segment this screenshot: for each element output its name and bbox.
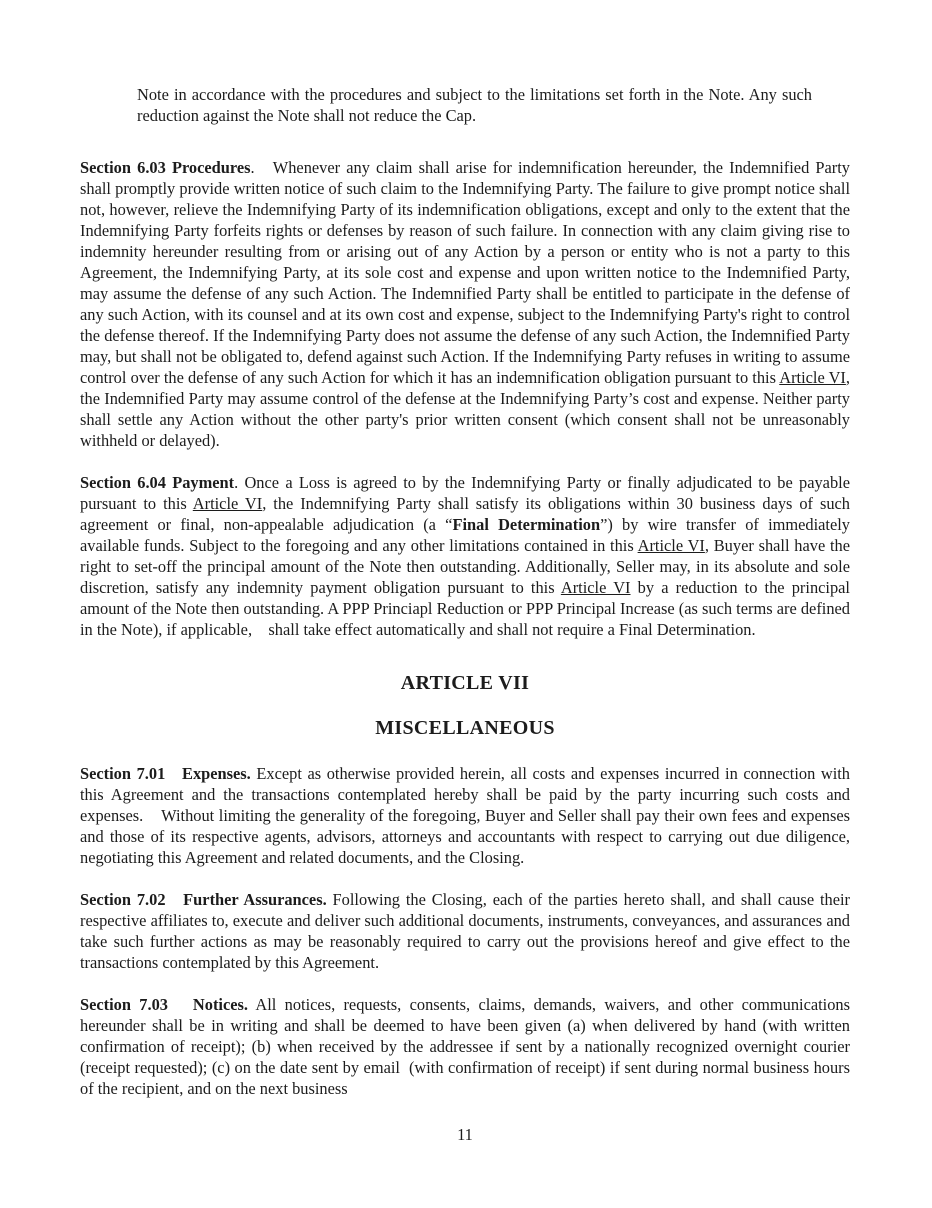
section-heading-6-04: Section 6.04 Payment [80,473,235,492]
article-vii-heading: ARTICLE VII [400,672,530,694]
section-heading-6-03: Section 6.03 Procedures [80,158,251,177]
paragraph-section-7-02-further-assurances [80,889,850,973]
text-run: . Once a Loss is agreed to by the Indemnifying Party or finally adjudicated to be payable pursuant to this [80,473,850,513]
article-vi-reference: Article VI [560,578,631,597]
article-vi-reference: Article VI [779,368,846,387]
text-run: Except as otherwise provided herein, all costs and expenses incurred in connection with this Agreement and the transactions contemplated hereby shall be paid by the party incurring such costs and expenses. Without limiting the generality of the foregoing, Buyer and Seller shall pay their own fees and expenses and those of its respective agents, advisors, attorneys and accountants with respect to carrying out due diligence, negotiating this Agreement and related documents, and the Closing. [80,764,850,867]
article-vi-reference: Article VI [637,536,705,555]
section-heading-7-01: Section 7.01 Expenses. [80,764,251,783]
page-number: 11 [457,1125,473,1144]
paragraph-section-7-01-expenses [80,763,850,868]
paragraph-section-6-04-payment [80,472,850,640]
defined-term-final-determination: Final Determination [452,515,601,534]
text-run: , the Indemnifying Party shall satisfy its obligations within 30 business days of such agreement or final, non-appealable adjudication (a “ [80,494,850,534]
text-run: ”) by wire transfer of immediately available funds. Subject to the foregoing and any other limitations contained in this [80,515,850,555]
continuation-paragraph [137,84,812,126]
text-run: Note in accordance with the procedures and subject to the limitations set forth in the Note. Any such reduction against the Note shall not reduce the Cap. [137,85,812,125]
article-vi-reference: Article VI [192,494,263,513]
paragraph-section-7-03-notices [80,994,850,1099]
miscellaneous-heading: MISCELLANEOUS [375,717,555,739]
text-run: All notices, requests, consents, claims, demands, waivers, and other communications hereunder shall be in writing and shall be deemed to have been given (a) when delivered by hand (with written confirmation of receipt); (b) when received by the addressee if sent by a nationally recognized overnight courier (receipt requested); (c) on the date sent by email (with confirmation of receipt) if sent during normal business hours of the recipient, and on the next business [80,995,850,1098]
text-run: , the Indemnified Party may assume control of the defense at the Indemnifying Party’s cost and expense. Neither party shall settle any Action without the other party's prior written consent (which consent shall not be unreasonably withheld or delayed). [80,368,851,450]
text-run: . Whenever any claim shall arise for indemnification hereunder, the Indemnified Party shall promptly provide written notice of such claim to the Indemnifying Party. The failure to give prompt notice shall not, however, relieve the Indemnifying Party of its indemnification obligations, except and only to the extent that the Indemnifying Party forfeits rights or defenses by reason of such failure. In connection with any claim giving rise to indemnity hereunder resulting from or arising out of any Action by a person or entity who is not a party to this Agreement, the Indemnifying Party, at its sole cost and expense and upon written notice to the Indemnified Party, may assume the defense of any such Action. The Indemnified Party shall be entitled to participate in the defense of any such Action, with its counsel and at its own cost and expense, subject to the Indemnifying Party's right to control the defense thereof. If the Indemnifying Party does not assume the defense of any such Action, the Indemnified Party may, but shall not be obligated to, defend against such Action. If the Indemnifying Party refuses in writing to assume control over the defense of any such Action for which it has an indemnification obligation pursuant to this [80,158,850,387]
text-run: by a reduction to the principal amount of the Note then outstanding. A PPP Princiapl Reduction or PPP Principal Increase (as such terms are defined in the Note), if applicable, shall take effect automatically and shall not require a Final Determination. [80,578,850,639]
paragraph-section-6-03-procedures [80,157,850,451]
text-run: , Buyer shall have the right to set-off the principal amount of the Note then outstanding. Additionally, Seller may, in its absolute and sole discretion, satisfy any indemnity payment obligation pursuant to this [80,536,851,597]
text-run: Following the Closing, each of the parties hereto shall, and shall cause their respective affiliates to, execute and deliver such additional documents, instruments, conveyances, and assurances and take such further actions as may be reasonably required to carry out the provisions hereof and give effect to the transactions contemplated by this Agreement. [80,890,850,972]
section-heading-7-02: Section 7.02 Further Assurances. [80,890,327,909]
section-heading-7-03: Section 7.03 Notices. [80,995,248,1014]
